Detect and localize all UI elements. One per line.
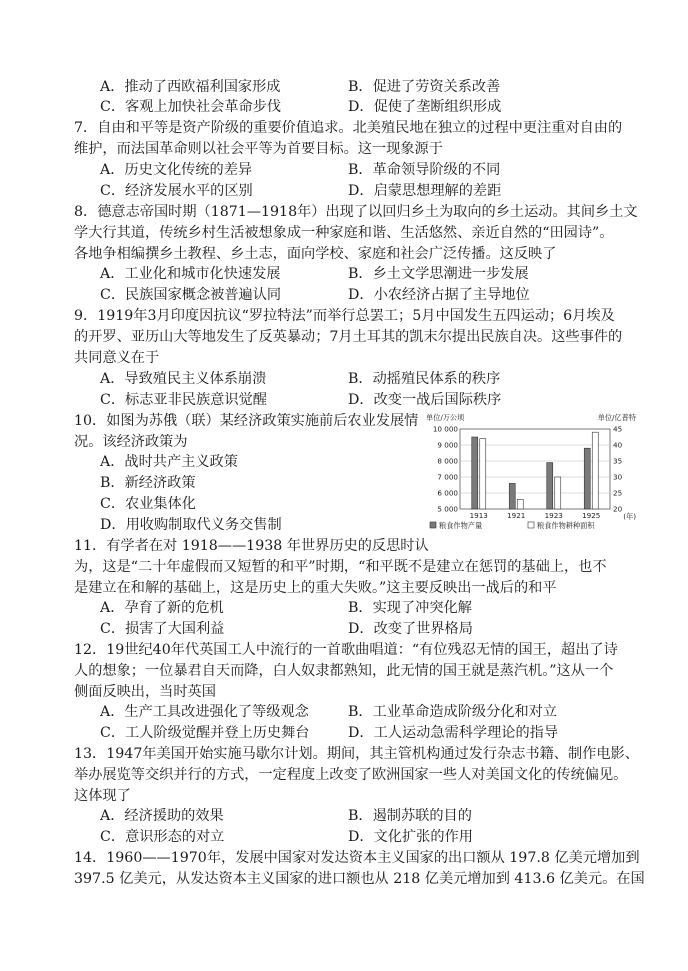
- q8-stem-line-2: 学大行其道，传统乡村生活被想象成一种家庭和谐、生活悠然、亲近自然的“田园诗”。: [74, 225, 614, 241]
- bar-output-1925: [584, 448, 590, 509]
- q13-stem-line-1: 13．1947年美国开始实施马歇尔计划。期间，其主管机构通过发行杂志书籍、制作电影、: [74, 746, 639, 762]
- q11-stem-line-1: 11．有学者在对 1918——1938 年世界历史的反思时认: [74, 538, 429, 554]
- q12-option-a[interactable]: A．生产工具改进强化了等级观念: [100, 704, 309, 720]
- legend-swatch: [528, 522, 534, 528]
- q9-option-c[interactable]: C．标志亚非民族意识觉醒: [100, 392, 267, 408]
- left-tick-label: 6 000: [437, 488, 458, 498]
- agriculture-chart-svg: [424, 412, 638, 540]
- legend-swatch: [430, 522, 436, 528]
- q11-option-d[interactable]: D．改变了世界格局: [348, 621, 473, 637]
- bar-output-1923: [547, 463, 553, 509]
- bar-area-1921: [517, 499, 523, 509]
- right-tick-label: 20: [613, 504, 623, 514]
- q7-stem-line-1: 7．自由和平等是资产阶级的重要价值追求。北美殖民地在独立的过程中更注重对自由的: [74, 120, 623, 136]
- x-axis-unit: (年): [623, 512, 636, 521]
- q14-stem-line-1: 14．1960——1970年，发展中国家对发达资本主义国家的出口额从 197.8 亿美元增加到: [74, 850, 640, 866]
- q8-stem-line-1: 8．德意志帝国时期（1871—1918年）出现了以回归乡土为取向的乡土运动。其间乡土文: [74, 204, 638, 220]
- q9-stem-line-1: 9．1919年3月印度因抗议“罗拉特法”而举行总罢工；5月中国发生五四运动；6月埃及: [74, 308, 615, 324]
- q8-stem-line-3: 各地争相编撰乡土教程、乡土志，面向学校、家庭和社会广泛传播。这反映了: [74, 246, 557, 262]
- left-tick-label: 5 000: [437, 504, 458, 514]
- q9-option-b[interactable]: B．动摇殖民体系的秩序: [348, 371, 501, 387]
- q10-option-d[interactable]: D．用收购制取代义务交售制: [100, 517, 282, 533]
- q7-option-b[interactable]: B．革命领导阶级的不同: [348, 162, 501, 178]
- q11-stem-line-2: 为，这是“二十年虚假而又短暂的和平”时期，“和平既不是建立在惩罚的基础上，也不: [74, 559, 607, 575]
- q12-stem-line-2: 人的想象；一位暴君自天而降，白人奴隶都熟知，此无情的国王就是蒸汽机。”这从一个: [74, 663, 614, 679]
- category-label-1925: 1925: [582, 511, 601, 520]
- q9-stem-line-2: 的开罗、亚历山大等地发生了反英暴动；7月土耳其的凯末尔提出民族自决。这些事件的: [74, 329, 623, 345]
- q11-stem-line-3: 是建立在和解的基础上，这是历史上的重大失败。”这主要反映出一战后的和平: [74, 580, 557, 596]
- right-tick-label: 35: [613, 456, 623, 466]
- q6-option-d[interactable]: D．促使了垄断组织形成: [348, 99, 502, 115]
- q6-option-a[interactable]: A．推动了西欧福利国家形成: [100, 79, 281, 95]
- q10-option-c[interactable]: C．农业集体化: [100, 496, 196, 512]
- chart-legend: [430, 521, 595, 530]
- q12-stem-line-3: 侧面反映出，当时英国: [74, 684, 216, 700]
- q12-stem-line-1: 12．19世纪40年代英国工人中流行的一首歌曲唱道：“有位残忍无情的国王，超出了诗: [74, 642, 618, 658]
- q11-option-a[interactable]: A．孕育了新的危机: [100, 600, 224, 616]
- q10-option-b[interactable]: B．新经济政策: [100, 475, 196, 491]
- right-tick-label: 40: [613, 440, 623, 450]
- q11-option-c[interactable]: C．损害了大国利益: [100, 621, 225, 637]
- q12-option-d[interactable]: D．工人运动急需科学理论的指导: [348, 725, 559, 741]
- q13-stem-line-2: 举办展览等交织并行的方式，一定程度上改变了欧洲国家一些人对美国文化的传统偏见。: [74, 767, 628, 783]
- q7-option-a[interactable]: A．历史文化传统的差异: [100, 162, 253, 178]
- q8-option-a[interactable]: A．工业化和城市化快速发展: [100, 266, 281, 282]
- chart-bars: [472, 432, 599, 509]
- legend-label: 粮食作物产量: [439, 521, 483, 530]
- q12-option-b[interactable]: B．工业革命造成阶级分化和对立: [348, 704, 558, 720]
- q8-option-d[interactable]: D．小农经济占据了主导地位: [348, 287, 530, 303]
- right-axis-unit: 单位/亿普特: [597, 413, 636, 422]
- q11-option-b[interactable]: B．实现了冲突化解: [348, 600, 472, 616]
- left-axis-unit: 单位/万公顷: [426, 413, 465, 422]
- q13-option-b[interactable]: B．遏制苏联的目的: [348, 808, 472, 824]
- bar-area-1925: [592, 432, 598, 509]
- right-tick-label: 45: [613, 424, 623, 434]
- bar-output-1913: [472, 437, 478, 509]
- category-label-1913: 1913: [469, 511, 488, 520]
- right-tick-label: 30: [613, 472, 623, 482]
- q9-option-d[interactable]: D．改变一战后国际秩序: [348, 392, 502, 408]
- legend-label: 粮食作物耕种面积: [537, 521, 595, 530]
- left-tick-label: 7 000: [437, 472, 458, 482]
- q12-option-c[interactable]: C．工人阶级觉醒并登上历史舞台: [100, 725, 310, 741]
- q7-stem-line-2: 维护，而法国革命则以社会平等为首要目标。这一现象源于: [74, 141, 443, 157]
- q7-option-d[interactable]: D．启蒙思想理解的差距: [348, 183, 502, 199]
- left-tick-label: 10 000: [432, 424, 458, 434]
- q8-option-b[interactable]: B．乡土文学思潮进一步发展: [348, 266, 529, 282]
- q8-option-c[interactable]: C．民族国家概念被普遍认同: [100, 287, 282, 303]
- chart-categories: [470, 511, 601, 520]
- agriculture-chart: [424, 412, 638, 540]
- left-tick-label: 9 000: [437, 440, 458, 450]
- bar-area-1913: [480, 439, 486, 509]
- category-label-1921: 1921: [507, 511, 526, 520]
- q13-stem-line-3: 这体现了: [74, 788, 131, 804]
- q6-option-c[interactable]: C．客观上加快社会革命步伐: [100, 99, 282, 115]
- q10-option-a[interactable]: A．战时共产主义政策: [100, 454, 238, 470]
- q13-option-d[interactable]: D．文化扩张的作用: [348, 829, 473, 845]
- category-label-1923: 1923: [544, 511, 563, 520]
- q10-stem-line-1: 10．如图为苏俄（联）某经济政策实施前后农业发展情: [74, 413, 419, 429]
- left-tick-label: 8 000: [437, 456, 458, 466]
- q9-option-a[interactable]: A．导致殖民主义体系崩溃: [100, 371, 267, 387]
- right-tick-label: 25: [613, 488, 623, 498]
- bar-output-1921: [509, 483, 515, 509]
- q7-option-c[interactable]: C．经济发展水平的区别: [100, 183, 253, 199]
- q6-option-b[interactable]: B．促进了劳资关系改善: [348, 79, 501, 95]
- q13-option-c[interactable]: C．意识形态的对立: [100, 829, 225, 845]
- q9-stem-line-3: 共同意义在于: [74, 350, 160, 366]
- q10-stem-line-2: 况。该经济政策为: [74, 434, 188, 450]
- q13-option-a[interactable]: A．经济援助的效果: [100, 808, 224, 824]
- bar-area-1923: [555, 477, 561, 509]
- q14-stem-line-2: 397.5 亿美元，从发达资本主义国家的进口额也从 218 亿美元增加到 413.6 亿美元。在国: [74, 871, 645, 887]
